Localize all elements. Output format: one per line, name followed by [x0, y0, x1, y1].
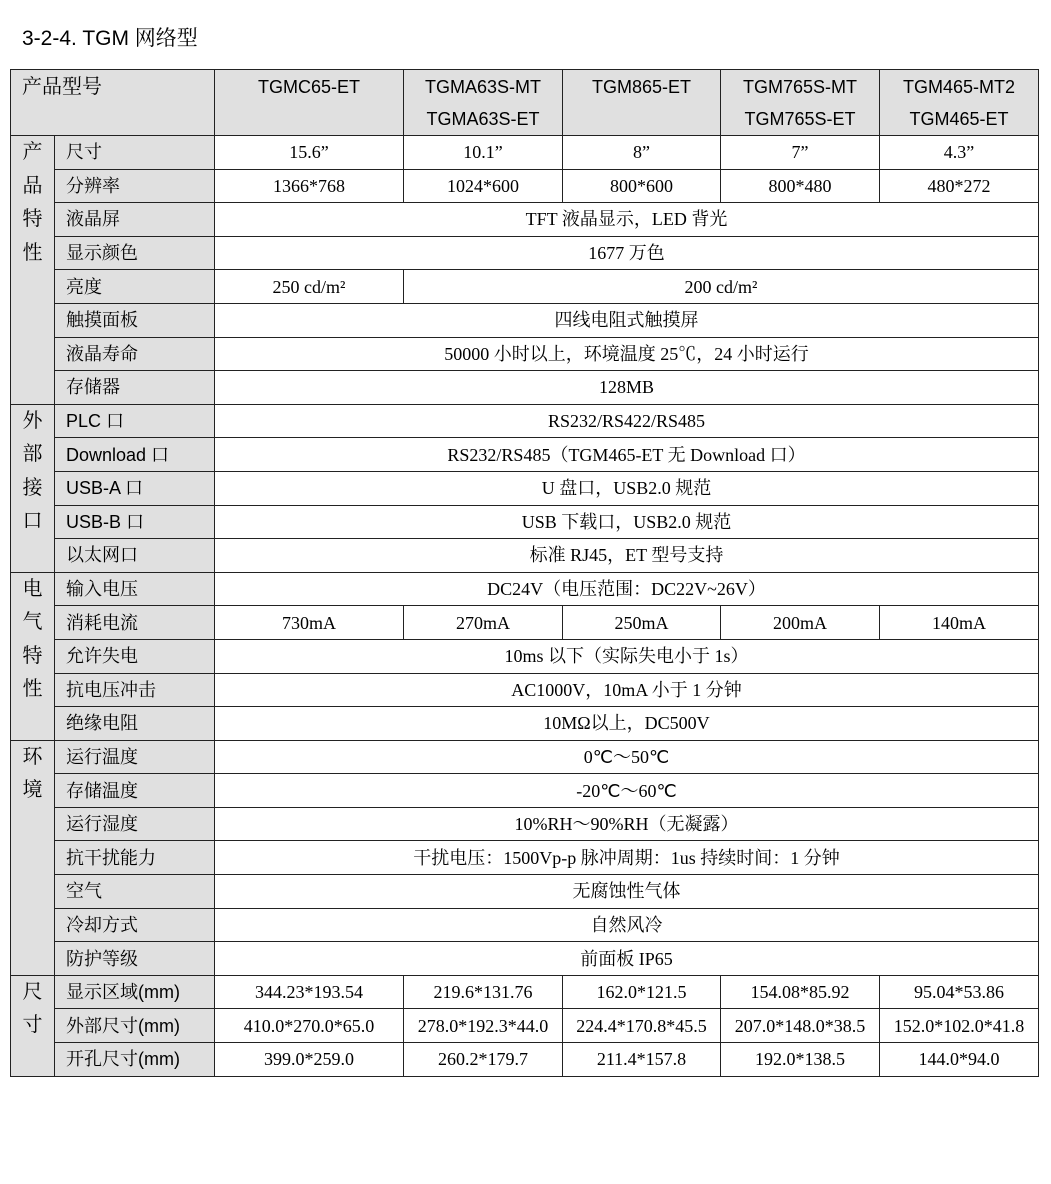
row-label: 存储温度 [55, 774, 215, 808]
cell-value: 1366*768 [215, 169, 404, 203]
table-row [11, 572, 1039, 606]
cell-value: USB 下载口，USB2.0 规范 [215, 505, 1039, 539]
model-name: TGM465-ET [909, 109, 1009, 129]
row-label: 防护等级 [55, 942, 215, 976]
model-name: TGM765S-ET [744, 109, 856, 129]
cell-value: 152.0*102.0*41.8 [880, 1009, 1039, 1043]
cell-value: 154.08*85.92 [721, 975, 880, 1009]
table-row [11, 841, 1039, 875]
row-label: 运行温度 [55, 740, 215, 774]
group-cell [11, 975, 55, 1076]
cell-value: 95.04*53.86 [880, 975, 1039, 1009]
cell-value: 7” [721, 136, 880, 170]
table-row [11, 707, 1039, 741]
row-label: 以太网口 [55, 539, 215, 573]
table-row [11, 169, 1039, 203]
row-label: Download 口 [55, 438, 215, 472]
row-label: 分辨率 [55, 169, 215, 203]
cell-value: AC1000V，10mA 小于 1 分钟 [215, 673, 1039, 707]
table-row [11, 136, 1039, 170]
group-cell [11, 404, 55, 572]
row-label: 消耗电流 [55, 606, 215, 640]
spec-table [10, 69, 1039, 1077]
cell-value: RS232/RS422/RS485 [215, 404, 1039, 438]
cell-value: 1677 万色 [215, 236, 1039, 270]
table-row [11, 203, 1039, 237]
row-label: 空气 [55, 875, 215, 909]
model-name: TGMC65-ET [257, 77, 360, 97]
model-header [563, 70, 721, 136]
row-label: 冷却方式 [55, 908, 215, 942]
model-name: TGMA63S-ET [426, 109, 540, 129]
cell-value: 10MΩ以上，DC500V [215, 707, 1039, 741]
group-label: 产品特性 [22, 141, 43, 264]
cell-value: 800*480 [721, 169, 880, 203]
cell-value: 270mA [404, 606, 563, 640]
row-label: 存储器 [55, 371, 215, 405]
group-label: 外部接口 [22, 409, 43, 533]
cell-value: 前面板 IP65 [215, 942, 1039, 976]
cell-value: 15.6” [215, 136, 404, 170]
row-label: 显示颜色 [55, 236, 215, 270]
row-label: 输入电压 [55, 572, 215, 606]
section-title: 3-2-4. TGM 网络型 [22, 27, 198, 50]
cell-value: 192.0*138.5 [721, 1043, 880, 1077]
group-label: 电气特性 [22, 577, 43, 701]
model-name: TGM865-ET [591, 77, 692, 97]
table-row [11, 505, 1039, 539]
table-row [11, 371, 1039, 405]
cell-value: 224.4*170.8*45.5 [563, 1009, 721, 1043]
header-label: 产品型号 [11, 70, 215, 136]
cell-value: 50000 小时以上，环境温度 25℃，24 小时运行 [215, 337, 1039, 371]
table-row [11, 539, 1039, 573]
row-label: 触摸面板 [55, 303, 215, 337]
row-label: USB-A 口 [55, 471, 215, 505]
cell-value: 四线电阻式触摸屏 [215, 303, 1039, 337]
header-row [11, 70, 1039, 136]
cell-value: 144.0*94.0 [880, 1043, 1039, 1077]
cell-value: U 盘口，USB2.0 规范 [215, 471, 1039, 505]
cell-value: 无腐蚀性气体 [215, 875, 1039, 909]
cell-value: -20℃～60℃ [215, 774, 1039, 808]
cell-value: 128MB [215, 371, 1039, 405]
group-label: 尺寸 [22, 980, 43, 1037]
cell-value: 140mA [880, 606, 1039, 640]
table-row [11, 673, 1039, 707]
table-row [11, 303, 1039, 337]
row-label: 抗干扰能力 [55, 841, 215, 875]
table-row [11, 740, 1039, 774]
cell-value: 200 cd/m² [404, 270, 1039, 304]
cell-value: 730mA [215, 606, 404, 640]
row-label: 液晶寿命 [55, 337, 215, 371]
table-row [11, 942, 1039, 976]
row-label: USB-B 口 [55, 505, 215, 539]
cell-value: 10.1” [404, 136, 563, 170]
cell-value: 1024*600 [404, 169, 563, 203]
table-row [11, 471, 1039, 505]
row-label: 绝缘电阻 [55, 707, 215, 741]
cell-value: 0℃～50℃ [215, 740, 1039, 774]
model-header [215, 70, 404, 136]
group-cell [11, 136, 55, 405]
cell-value: 278.0*192.3*44.0 [404, 1009, 563, 1043]
model-header [404, 70, 563, 136]
table-row [11, 807, 1039, 841]
cell-value: 344.23*193.54 [215, 975, 404, 1009]
table-row [11, 875, 1039, 909]
row-label: 外部尺寸(mm) [55, 1009, 215, 1043]
cell-value: 410.0*270.0*65.0 [215, 1009, 404, 1043]
cell-value: 标准 RJ45，ET 型号支持 [215, 539, 1039, 573]
cell-value: 800*600 [563, 169, 721, 203]
row-label: 显示区域(mm) [55, 975, 215, 1009]
cell-value: 干扰电压：1500Vp-p 脉冲周期：1us 持续时间：1 分钟 [215, 841, 1039, 875]
cell-value: RS232/RS485（TGM465-ET 无 Download 口） [215, 438, 1039, 472]
cell-value: DC24V（电压范围：DC22V~26V） [215, 572, 1039, 606]
cell-value: 211.4*157.8 [563, 1043, 721, 1077]
table-row [11, 236, 1039, 270]
group-cell [11, 572, 55, 740]
cell-value: 200mA [721, 606, 880, 640]
group-cell [11, 740, 55, 975]
cell-value: 399.0*259.0 [215, 1043, 404, 1077]
row-label: PLC 口 [55, 404, 215, 438]
cell-value: 自然风冷 [215, 908, 1039, 942]
table-row [11, 438, 1039, 472]
table-row [11, 337, 1039, 371]
table-row [11, 908, 1039, 942]
cell-value: 250mA [563, 606, 721, 640]
table-row [11, 606, 1039, 640]
cell-value: 260.2*179.7 [404, 1043, 563, 1077]
cell-value: 10ms 以下（实际失电小于 1s） [215, 639, 1039, 673]
row-label: 抗电压冲击 [55, 673, 215, 707]
cell-value: 10%RH～90%RH（无凝露） [215, 807, 1039, 841]
cell-value: 8” [563, 136, 721, 170]
model-header [880, 70, 1039, 136]
row-label: 允许失电 [55, 639, 215, 673]
table-row [11, 1043, 1039, 1077]
row-label: 运行湿度 [55, 807, 215, 841]
cell-value: 4.3” [880, 136, 1039, 170]
model-name: TGM465-MT2 [902, 77, 1016, 97]
table-row [11, 1009, 1039, 1043]
table-row [11, 404, 1039, 438]
table-row [11, 975, 1039, 1009]
row-label: 亮度 [55, 270, 215, 304]
cell-value: 207.0*148.0*38.5 [721, 1009, 880, 1043]
cell-value: TFT 液晶显示，LED 背光 [215, 203, 1039, 237]
row-label: 开孔尺寸(mm) [55, 1043, 215, 1077]
row-label: 液晶屏 [55, 203, 215, 237]
table-row [11, 639, 1039, 673]
cell-value: 219.6*131.76 [404, 975, 563, 1009]
model-name: TGM765S-MT [742, 77, 857, 97]
model-name: TGMA63S-MT [424, 77, 541, 97]
cell-value: 162.0*121.5 [563, 975, 721, 1009]
cell-value: 480*272 [880, 169, 1039, 203]
cell-value: 250 cd/m² [215, 270, 404, 304]
model-header [721, 70, 880, 136]
table-row [11, 774, 1039, 808]
row-label: 尺寸 [55, 136, 215, 170]
group-label: 环境 [22, 745, 43, 802]
table-row [11, 270, 1039, 304]
